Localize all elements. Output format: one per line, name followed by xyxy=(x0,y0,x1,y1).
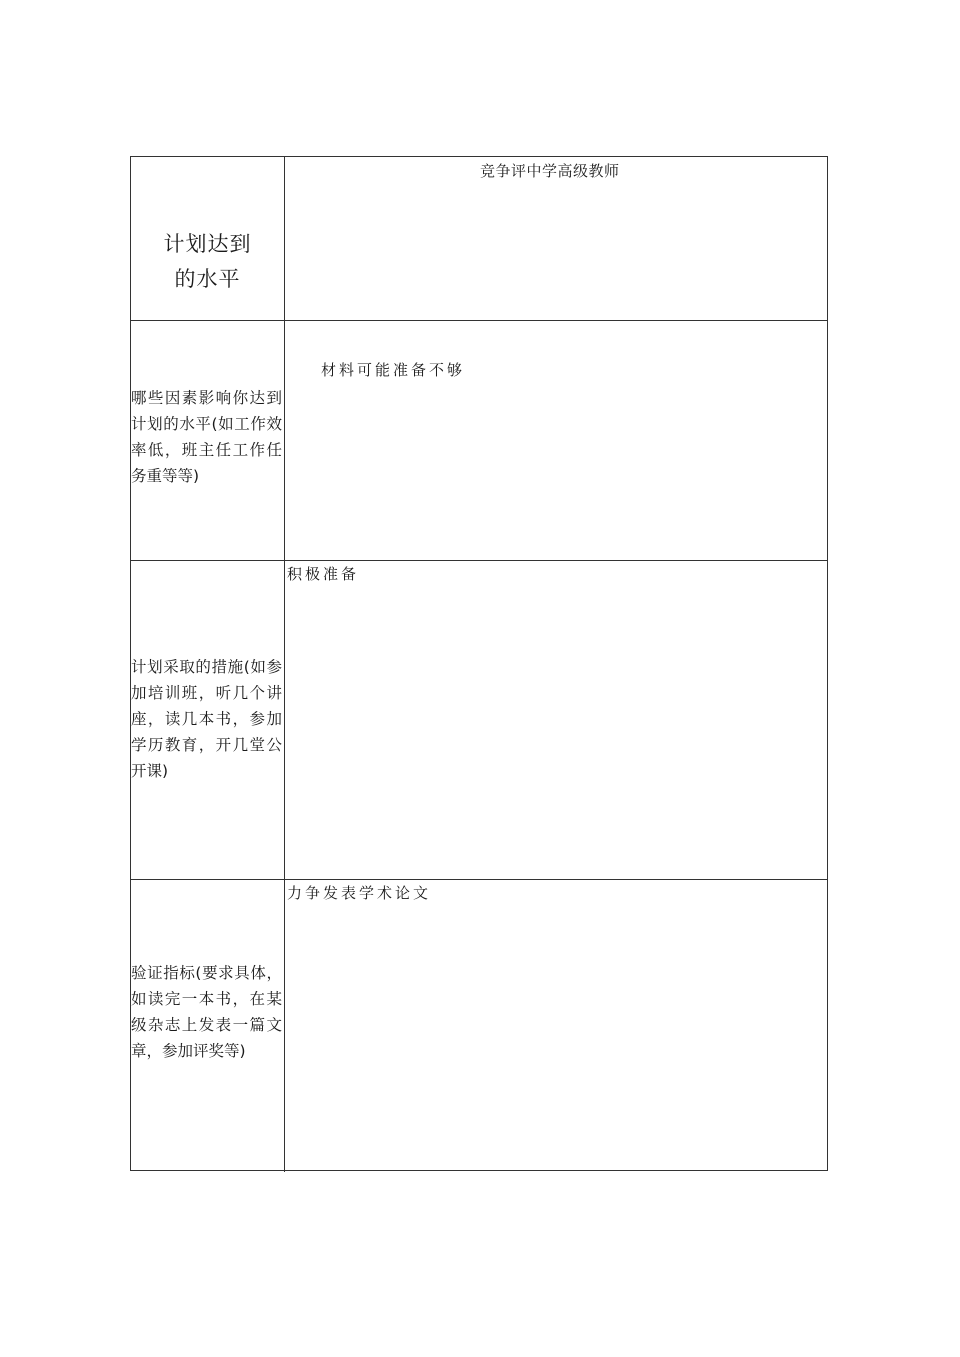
answer-planned-measures: 积极准备 xyxy=(287,565,360,583)
answer-verification-indicators: 力争发表学术论文 xyxy=(287,884,432,902)
content-cell-influencing-factors[interactable] xyxy=(285,321,827,560)
answer-target-level: 竞争评中学高级教师 xyxy=(480,162,620,180)
label-planned-measures: 计划采取的措施(如参加培训班，听几个讲座，读几本书，参加学历教育，开几堂公开课) xyxy=(131,658,282,780)
row-verification-indicators xyxy=(131,880,827,1172)
label-cell-influencing-factors xyxy=(131,321,285,560)
label-cell-target-level xyxy=(131,157,285,320)
content-cell-verification-indicators[interactable] xyxy=(285,880,827,1172)
label-target-level-line-2: 的水平 xyxy=(174,267,241,291)
row-planned-measures xyxy=(131,561,827,880)
answer-influencing-factors: 材料可能准备不够 xyxy=(321,361,466,379)
content-cell-planned-measures[interactable] xyxy=(285,561,827,879)
content-cell-target-level[interactable] xyxy=(285,157,827,320)
label-target-level-line-1: 计划达到 xyxy=(163,232,252,256)
label-cell-planned-measures xyxy=(131,561,285,879)
label-verification-indicators: 验证指标(要求具体，如读完一本书，在某级杂志上发表一篇文章，参加评奖等) xyxy=(131,964,282,1060)
row-target-level xyxy=(131,157,827,321)
label-influencing-factors: 哪些因素影响你达到计划的水平(如工作效率低，班主任工作任务重等等) xyxy=(131,389,282,485)
plan-form-table xyxy=(130,156,828,1171)
row-influencing-factors xyxy=(131,321,827,561)
label-cell-verification-indicators xyxy=(131,880,285,1172)
